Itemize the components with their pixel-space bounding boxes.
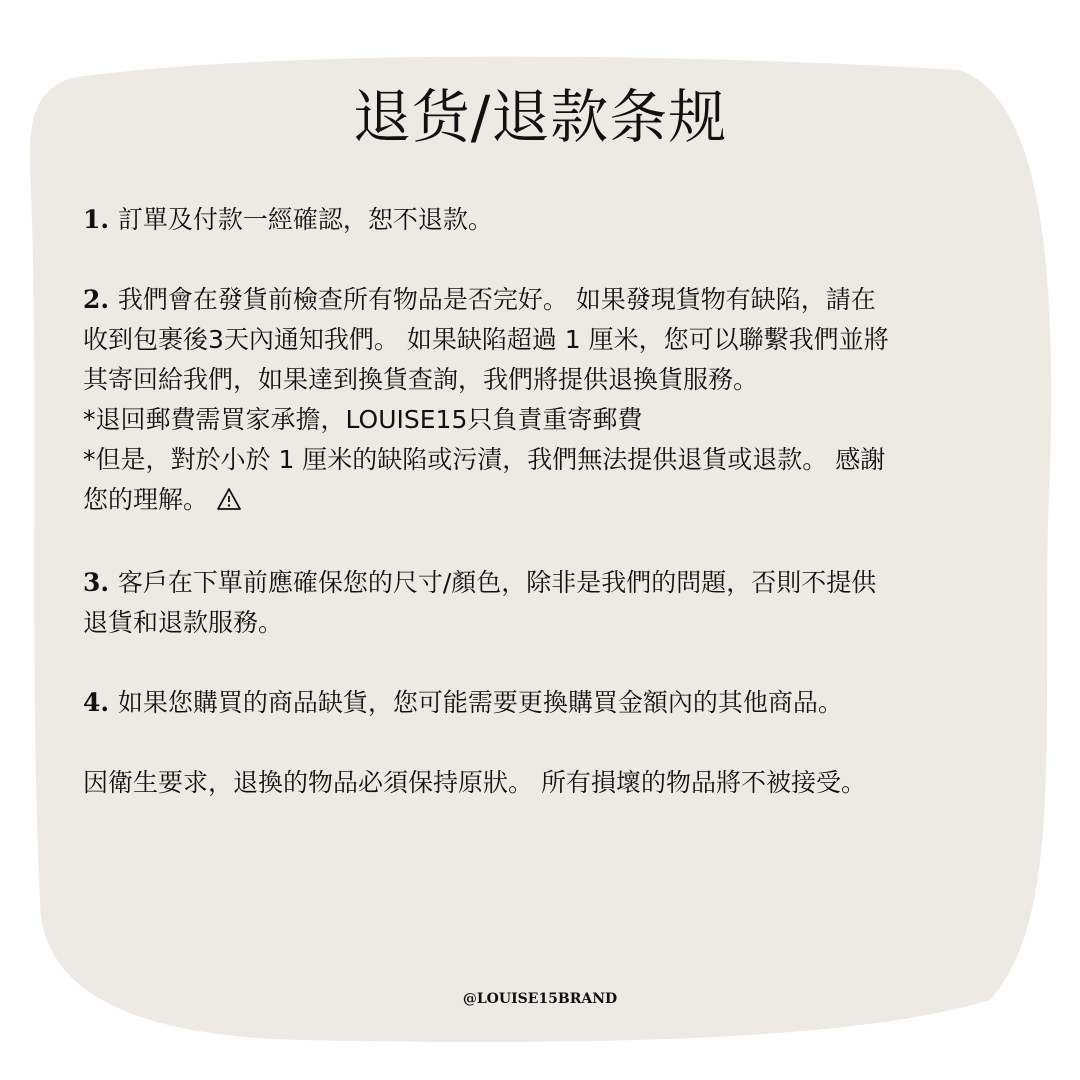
warning-icon <box>216 483 242 523</box>
policy-paragraph-1 <box>83 200 1003 240</box>
policy-line <box>83 360 1003 400</box>
policy-paragraph-4 <box>83 683 1003 723</box>
page-title: 退货/退款条规 <box>352 83 728 151</box>
clause-number: 3. <box>83 568 118 597</box>
policy-line <box>83 440 1003 480</box>
policy-paragraph-2 <box>83 280 1003 523</box>
policy-line <box>83 563 1003 603</box>
policy-text: 我們會在發貨前檢查所有物品是否完好。 如果發現貨物有缺陷，請在 <box>117 285 876 314</box>
policy-text: 您的理解。 <box>83 485 209 514</box>
policy-content <box>83 200 1003 843</box>
policy-text: *退回郵費需買家承擔，LOUISE15只負責重寄郵費 <box>83 405 643 434</box>
policy-text: 如果您購買的商品缺貨，您可能需要更換購買金額內的其他商品。 <box>117 688 843 717</box>
policy-text: 收到包裹後3天內通知我們。 如果缺陷超過 1 厘米，您可以聯繫我們並將 <box>83 325 889 354</box>
policy-line <box>83 200 1003 240</box>
clause-number: 4. <box>83 688 118 717</box>
policy-text: 訂單及付款一經確認，恕不退款。 <box>117 205 493 234</box>
policy-line <box>83 480 1003 523</box>
policy-line <box>83 400 1003 440</box>
policy-paragraph-3 <box>83 563 1003 643</box>
clause-number: 1. <box>83 205 118 234</box>
policy-line <box>83 280 1003 320</box>
policy-text: *但是，對於小於 1 厘米的缺陷或污漬，我們無法提供退貨或退款。 感謝 <box>83 445 886 474</box>
policy-text: 因衛生要求，退換的物品必須保持原狀。 所有損壞的物品將不被接受。 <box>83 768 866 797</box>
clause-number: 2. <box>83 285 118 314</box>
policy-text: 退貨和退款服務。 <box>83 608 284 637</box>
policy-line <box>83 320 1003 360</box>
policy-line <box>83 603 1003 643</box>
policy-line <box>83 763 1003 803</box>
policy-paragraph-5 <box>83 763 1003 803</box>
policy-text: 其寄回給我們，如果達到換貨查詢，我們將提供退換貨服務。 <box>83 365 759 394</box>
policy-text: 客戶在下單前應確保您的尺寸/顏色，除非是我們的問題，否則不提供 <box>117 568 877 597</box>
policy-line <box>83 683 1003 723</box>
brand-handle: @LOUISE15BRAND <box>462 991 618 1007</box>
